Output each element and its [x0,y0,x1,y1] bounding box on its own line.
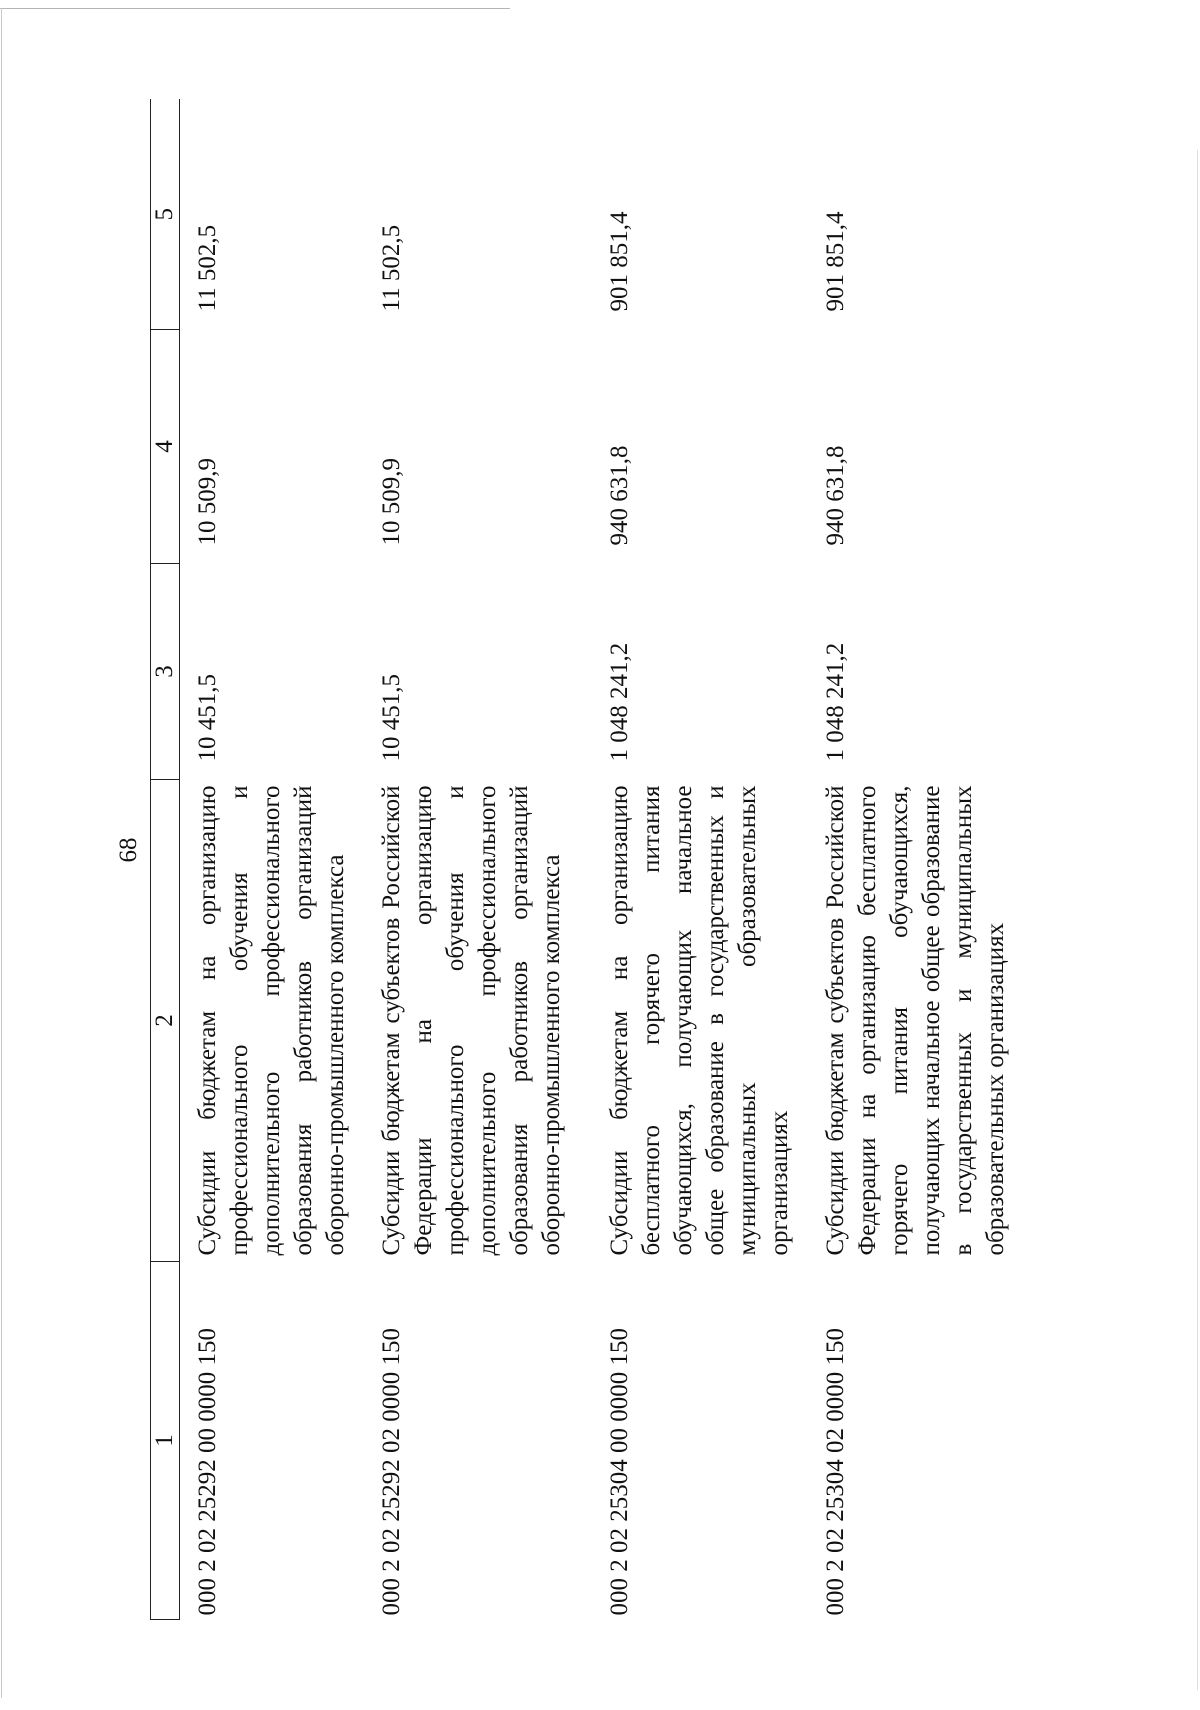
description-cell: Субсидии бюджетам субъектов Российской Федерации на организацию бесплатного горячего питания обучающихся, получающих начальное общее образование в государственных и муниципальных образовательных организациях [822,785,1009,1256]
value-col4-cell: 940 631,8 [606,445,633,546]
budget-table [150,100,1060,1621]
value-col5-cell: 11 502,5 [378,224,405,312]
value-col5-cell: 901 851,4 [606,211,633,312]
table-row [180,100,365,1620]
value-col3-cell: 1 048 241,2 [822,642,849,762]
value-col4-cell: 10 509,9 [194,458,221,546]
scan-edge-top [0,8,510,9]
budget-code-cell: 000 2 02 25304 00 0000 150 [606,1328,633,1616]
value-col5-cell: 11 502,5 [194,224,221,312]
table-header-row [151,100,180,1620]
budget-code-cell: 000 2 02 25292 00 0000 150 [194,1328,221,1616]
value-col3-cell: 10 451,5 [378,674,405,762]
scan-edge-right [1197,150,1198,1690]
value-col3-cell: 10 451,5 [194,674,221,762]
value-col4-cell: 10 509,9 [378,458,405,546]
value-col5-cell: 901 851,4 [822,211,849,312]
column-header-4: 4 [151,330,180,564]
value-col3-cell: 1 048 241,2 [606,642,633,762]
scan-edge-left [1,8,2,1698]
table-row [808,100,1060,1620]
column-header-3: 3 [151,564,180,780]
description-cell: Субсидии бюджетам на организацию бесплатного горячего питания обучающихся, получающих начальное общее образование в государственных и муниципальных образовательных организациях [606,785,793,1256]
column-header-5: 5 [151,100,180,330]
rotated-table-container [150,100,1170,1620]
description-cell: Субсидии бюджетам на организацию профессионального обучения и дополнительного профессионального образования работников организаций оборонно-промышленного комплекса [194,785,349,1256]
budget-code-cell: 000 2 02 25292 02 0000 150 [378,1328,405,1616]
value-col4-cell: 940 631,8 [822,445,849,546]
page-number: 68 [115,837,142,863]
table-row [592,100,808,1620]
description-cell: Субсидии бюджетам субъектов Российской Федерации на организацию профессионального обучения и дополнительного профессионального образования работников организаций оборонно-промышленного комплекса [378,785,565,1256]
table-row [364,100,592,1620]
column-header-2: 2 [151,780,180,1262]
budget-code-cell: 000 2 02 25304 02 0000 150 [822,1328,849,1616]
column-header-1: 1 [151,1262,180,1620]
